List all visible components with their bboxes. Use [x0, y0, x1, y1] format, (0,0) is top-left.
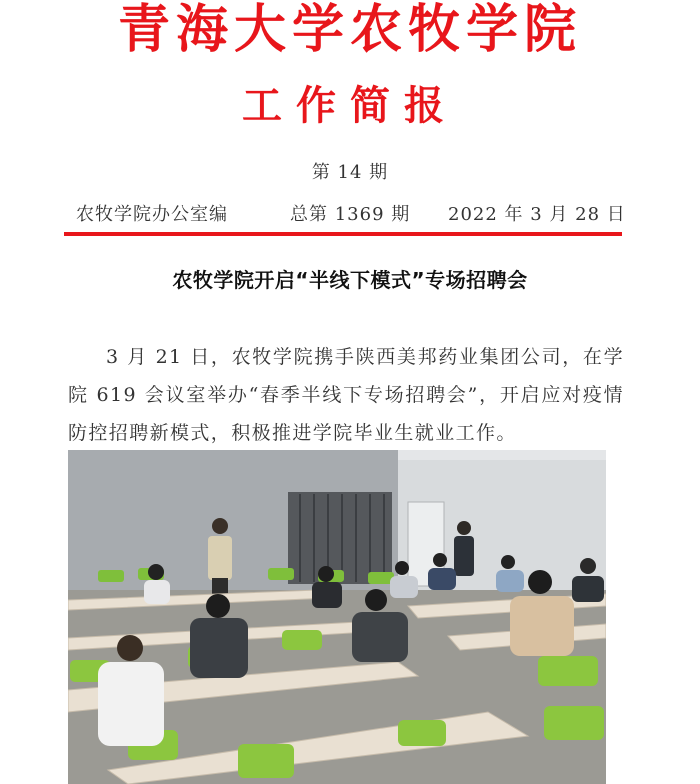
event-photo: [68, 450, 606, 784]
article-title: 农牧学院开启“半线下模式”专场招聘会: [172, 268, 528, 292]
editor-label: 农牧学院办公室编: [76, 204, 228, 225]
total-issue-label: 总第 1369 期: [290, 204, 411, 225]
article-paragraph: 3 月 21 日，农牧学院携手陕西美邦药业集团公司，在学院 619 会议室举办“春季半线下专场招聘会”，开启应对疫情防控招聘新模式，积极推进学院毕业生就业工作。: [68, 346, 624, 444]
issue-number: 第 14 期: [311, 162, 389, 183]
institution-title: 青海大学农牧学院: [117, 0, 582, 60]
masthead-divider: [64, 232, 622, 236]
date-label: 2022 年 3 月 28 日: [448, 204, 626, 225]
bulletin-title: 工作简报: [242, 83, 458, 129]
